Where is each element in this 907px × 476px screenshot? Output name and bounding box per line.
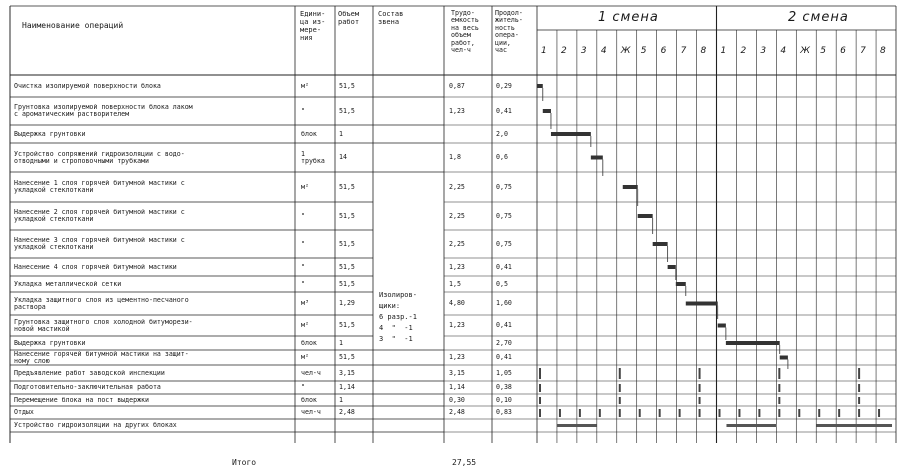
volume-cell: 51,5	[339, 212, 355, 220]
labor-cell: 2,48	[449, 409, 465, 416]
unit-cell: м²	[301, 82, 309, 90]
gantt-tick	[539, 397, 541, 404]
volume-cell: 1	[339, 396, 343, 404]
crew-composition: Изолиров- щики: 6 разр.-1 4 " -1 3 " -1	[379, 291, 417, 343]
gantt-tick	[619, 368, 621, 379]
duration-cell: 1,60	[496, 300, 512, 307]
volume-cell: 51,5	[339, 354, 355, 361]
duration-cell: 0,38	[496, 384, 512, 391]
gantt-bar	[668, 265, 676, 269]
volume-cell: 1	[339, 339, 343, 347]
gantt-tick	[858, 409, 860, 417]
hour-label: 7	[860, 46, 866, 56]
gantt-bar	[623, 185, 638, 189]
gantt-tick	[699, 384, 701, 392]
gantt-tick	[579, 409, 581, 417]
labor-cell: 1,23	[449, 354, 465, 361]
total-value: 27,55	[452, 458, 477, 467]
gantt-bar	[726, 341, 780, 345]
gantt-tick	[858, 368, 860, 379]
operation-name: Грунтовка защитного слоя холодной битуморези- новой мастикой	[14, 318, 193, 333]
labor-cell: 1,23	[449, 263, 465, 271]
gantt-bar-other-blocks	[726, 424, 776, 427]
volume-cell: 51,5	[339, 322, 355, 329]
volume-cell: 51,5	[339, 82, 355, 90]
gantt-tick	[858, 397, 860, 404]
gantt-tick	[539, 384, 541, 392]
duration-cell: 0,6	[496, 154, 508, 161]
unit-cell: 1 трубка	[301, 150, 325, 165]
operation-name: Грунтовка изолируемой поверхности блока лаком с ароматическим растворителем	[14, 104, 193, 118]
gantt-bar	[718, 324, 726, 328]
labor-cell: 0,30	[449, 396, 465, 404]
gantt-tick	[679, 409, 681, 417]
unit-cell: чел-ч	[301, 409, 321, 416]
volume-cell: 51,5	[339, 240, 355, 248]
gantt-bar	[537, 84, 543, 88]
duration-cell: 0,41	[496, 322, 512, 329]
header-duration: Продол- житель- ность опера- ции, час	[495, 9, 523, 55]
labor-cell: 2,25	[449, 212, 465, 220]
gantt-bar	[780, 356, 788, 360]
volume-cell: 14	[339, 154, 347, 161]
header-crew: Состав звена	[378, 10, 404, 26]
duration-cell: 0,75	[496, 212, 512, 220]
operation-name: Отдых	[14, 409, 34, 416]
unit-cell: блок	[301, 339, 317, 347]
hour-label: 5	[640, 46, 647, 56]
gantt-tick	[798, 409, 800, 417]
hour-label: 1	[541, 46, 547, 56]
hour-label: Ж	[800, 46, 810, 56]
header-unit: Едини- ца из- мере- ния	[300, 10, 326, 42]
operation-name: Перемещение блока на пост выдержки	[14, 396, 149, 404]
operation-name: Нанесение 4 слоя горячей битумной мастики	[14, 263, 177, 271]
hour-label: 6	[660, 46, 667, 56]
operation-name: Нанесение 3 слоя горячей битумной мастики с укладкой стеклоткани	[14, 237, 185, 251]
table-grid	[10, 6, 896, 443]
operation-name: Укладка металлической сетки	[14, 280, 122, 288]
gantt-tick	[858, 384, 860, 392]
gantt-tick	[599, 409, 601, 417]
hour-label: 8	[700, 46, 707, 56]
gantt-tick	[719, 409, 721, 417]
gantt-tick	[778, 397, 780, 404]
hour-label: 8	[880, 46, 886, 56]
hour-label: 3	[580, 46, 587, 56]
operation-name: Нанесение горячей битумной мастики на защит- ному слою	[14, 351, 189, 365]
gantt-tick	[738, 409, 740, 417]
gantt-tick	[699, 368, 701, 379]
unit-cell: "	[301, 107, 305, 115]
unit-cell: м²	[301, 322, 309, 329]
unit-cell: "	[301, 240, 305, 248]
gantt-bar	[638, 214, 653, 218]
volume-cell: 51,5	[339, 280, 355, 288]
volume-cell: 51,5	[339, 263, 355, 271]
volume-cell: 1,29	[339, 300, 355, 307]
hour-label: Ж	[620, 46, 631, 56]
gantt-bars	[537, 84, 892, 427]
operation-name: Нанесение 1 слоя горячей битумной мастики с укладкой стеклоткани	[14, 180, 185, 194]
hour-label: 2	[560, 46, 567, 56]
unit-cell: м²	[301, 354, 309, 361]
labor-cell: 1,23	[449, 322, 465, 329]
gantt-bar	[686, 302, 718, 306]
gantt-tick	[778, 368, 780, 379]
duration-cell: 0,83	[496, 409, 512, 416]
gantt-bar	[543, 109, 551, 113]
labor-cell: 1,5	[449, 280, 461, 288]
gantt-tick	[778, 409, 780, 417]
duration-cell: 0,75	[496, 183, 512, 191]
operation-name: Устройство гидроизоляции на других блоках	[14, 422, 177, 429]
duration-cell: 1,05	[496, 369, 512, 377]
gantt-tick	[699, 397, 701, 404]
labor-cell: 0,87	[449, 82, 465, 90]
hour-label: 3	[760, 46, 767, 56]
gantt-tick	[619, 409, 621, 417]
duration-cell: 0,41	[496, 107, 512, 115]
duration-cell: 2,0	[496, 130, 508, 138]
header-name: Наименование операций	[22, 21, 124, 30]
duration-cell: 0,41	[496, 263, 512, 271]
shift-2-label: 2 смена	[788, 10, 849, 25]
hour-label: 1	[720, 46, 727, 56]
gantt-tick	[818, 409, 820, 417]
duration-cell: 0,10	[496, 396, 512, 404]
gantt-tick	[778, 384, 780, 392]
unit-cell: "	[301, 263, 305, 271]
gantt-tick	[559, 409, 561, 417]
gantt-bar	[653, 242, 668, 246]
operation-name: Устройство сопряжений гидроизоляции с водо- отводными и строповочными трубками	[14, 150, 185, 165]
gantt-tick	[659, 409, 661, 417]
gantt-tick	[838, 409, 840, 417]
gantt-bar-other-blocks	[557, 424, 597, 427]
hour-label: 5	[820, 46, 826, 56]
duration-cell: 2,70	[496, 339, 512, 347]
header-labor: Трудо- емкость на весь объем работ, чел-ч	[451, 9, 479, 55]
operation-name: Выдержка грунтовки	[14, 130, 86, 138]
gantt-bar-other-blocks	[816, 424, 892, 427]
duration-cell: 0,29	[496, 82, 512, 90]
operation-name: Подготовительно-заключительная работа	[14, 384, 161, 391]
shift-1-label: 1 смена	[598, 10, 659, 25]
gantt-tick	[699, 409, 701, 417]
volume-cell: 3,15	[339, 369, 355, 377]
gantt-tick	[539, 409, 541, 417]
volume-cell: 1,14	[339, 384, 355, 391]
labor-cell: 4,80	[449, 300, 465, 307]
operation-name: Выдержка грунтовки	[14, 339, 86, 347]
labor-cell: 1,14	[449, 384, 465, 391]
hour-label: 7	[680, 46, 687, 56]
labor-cell: 1,23	[449, 107, 465, 115]
volume-cell: 51,5	[339, 183, 355, 191]
hour-label: 6	[840, 46, 846, 56]
unit-cell: "	[301, 280, 305, 288]
operation-name: Укладка защитного слоя из цементно-песчаного раствора	[14, 296, 189, 311]
gantt-tick	[619, 384, 621, 392]
duration-cell: 0,5	[496, 280, 508, 288]
volume-cell: 51,5	[339, 107, 355, 115]
gantt-tick	[758, 409, 760, 417]
operation-name: Очистка изолируемой поверхности блока	[14, 82, 161, 90]
gantt-bar	[591, 156, 603, 160]
gantt-bar	[551, 132, 591, 136]
hour-label: 2	[740, 46, 747, 56]
gantt-tick	[619, 397, 621, 404]
labor-cell: 1,8	[449, 154, 461, 161]
gantt-tick	[539, 368, 541, 379]
hour-label: 4	[780, 46, 787, 56]
unit-cell: чел-ч	[301, 369, 321, 377]
unit-cell: м³	[301, 300, 309, 307]
operation-name: Нанесение 2 слоя горячей битумной мастики с укладкой стеклоткани	[14, 209, 185, 223]
gantt-tick	[639, 409, 641, 417]
labor-cell: 2,25	[449, 240, 465, 248]
gantt-bar	[676, 282, 686, 286]
operation-name: Предъявление работ заводской инспекции	[14, 369, 165, 377]
duration-cell: 0,75	[496, 240, 512, 248]
unit-cell: м²	[301, 183, 309, 191]
total-label: Итого	[232, 458, 257, 467]
labor-cell: 2,25	[449, 183, 465, 191]
unit-cell: "	[301, 384, 305, 391]
labor-cell: 3,15	[449, 369, 465, 377]
gantt-tick	[878, 409, 880, 417]
header-volume: Объем работ	[338, 10, 360, 26]
duration-cell: 0,41	[496, 354, 512, 361]
unit-cell: "	[301, 212, 305, 220]
volume-cell: 1	[339, 130, 343, 138]
hour-label: 4	[600, 46, 607, 56]
unit-cell: блок	[301, 130, 317, 138]
volume-cell: 2,48	[339, 409, 355, 416]
unit-cell: блок	[301, 396, 317, 404]
